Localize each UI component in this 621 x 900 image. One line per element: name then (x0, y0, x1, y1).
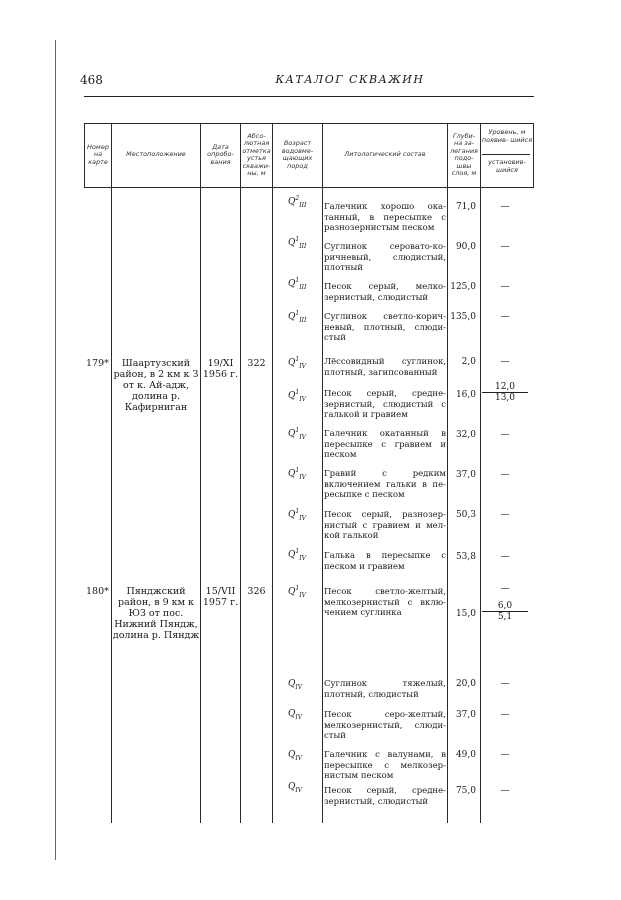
layer-lithology: Песок серый, разнозер-нистый с гравием и мел-кой галькой (324, 510, 446, 541)
col-header-level-set: установив- шийся (488, 158, 526, 174)
col-header-location: Местоположение (126, 150, 186, 159)
well-location: Пянджский район, в 9 км к ЮЗ от пос. Нижний Пяндж, долина р. Пяндж (112, 586, 200, 641)
level-appeared: 12,0 (482, 382, 528, 393)
col-header-level-title: Уровень, м (488, 128, 526, 136)
layer-depth: 49,0 (455, 750, 476, 760)
layer-lithology: Песок серый, средне-зернистый, слюдистый с галькой и гравием (324, 389, 446, 420)
level-established: 5,1 (497, 612, 513, 622)
layer-lithology: Песок серо-желтый, мелкозернистый, слюди-стый (324, 710, 446, 741)
layer-age: $Q^1_{IV}$ (288, 467, 306, 481)
col-header-number: Номер на карте (87, 142, 109, 166)
layer-lithology: Галечник хорошо ока-танный, в пересыпке с разнозернистым песком (324, 202, 446, 233)
layer-depth: 20,0 (455, 679, 476, 689)
layer-level: — (500, 282, 510, 292)
level-established: 13,0 (494, 393, 516, 403)
layer-age: $Q^1_{IV}$ (288, 356, 306, 370)
layer-age: $Q^1_{IV}$ (288, 548, 306, 562)
layer-depth: 2,0 (461, 357, 476, 367)
layer-lithology: Лёссовидный суглинок, плотный, загипсованный (324, 357, 446, 378)
col-header-lithology: Литологический состав (344, 150, 426, 159)
layer-lithology: Галька в пересыпке с песком и гравием (324, 551, 446, 572)
well-elevation: 322 (247, 358, 266, 369)
layer-lithology: Песок серый, мелко-зернистый, слюдистый (324, 282, 446, 303)
layer-depth: 90,0 (455, 242, 476, 252)
layer-level: — (500, 750, 510, 760)
layer-level: — (500, 710, 510, 720)
layer-depth: 53,8 (455, 552, 476, 562)
layer-age: $Q^1_{IV}$ (288, 585, 306, 599)
page-edge (55, 40, 56, 860)
layer-level: — (500, 312, 510, 322)
well-number: 180* (86, 586, 109, 597)
layer-depth: 32,0 (455, 430, 476, 440)
layer-age: $Q_{IV}$ (288, 709, 303, 721)
layer-age: $Q^1_{IV}$ (288, 508, 306, 522)
layer-lithology: Галечник с валунами, в пересыпке с мелкозер-нистым песком (324, 750, 446, 781)
well-date: 19/XI 1956 г. (202, 358, 239, 380)
col-header-elevation: Абсо- лютная отметка устья скважи- ны, м (242, 131, 271, 177)
header-bottom-rule (84, 187, 534, 188)
layer-level: — (500, 242, 510, 252)
layer-depth: 16,0 (455, 390, 476, 400)
well-location: Шаартузский район, в 2 км к З от к. Ай-адж, долина р. Кафирниган (113, 358, 199, 413)
col-header-age: Возраст водовме- щающих пород (281, 139, 314, 170)
layer-level: — (500, 679, 510, 689)
layer-level: — (500, 584, 510, 594)
layer-level: — (500, 470, 510, 480)
header-rule (84, 96, 534, 97)
layer-age: $Q^1_{IV}$ (288, 389, 306, 403)
layer-age: $Q^1_{III}$ (288, 310, 307, 324)
layer-lithology: Галечник окатанный в пересыпке с гравием и песком (324, 429, 446, 460)
layer-age: $Q^1_{III}$ (288, 277, 307, 291)
layer-lithology: Песок светло-желтый, мелкозернистый с вклю-чением суглинка (324, 587, 446, 618)
layer-level: — (500, 552, 510, 562)
layer-depth: 75,0 (455, 786, 476, 796)
col-header-level-appear: появив- шийся (481, 135, 533, 144)
layer-age: $Q_{IV}$ (288, 782, 303, 794)
layer-age: $Q^2_{III}$ (288, 195, 307, 209)
layer-level: — (500, 510, 510, 520)
layer-level-fraction (482, 382, 528, 403)
layer-lithology: Песок серый, средне-зернистый, слюдистый (324, 786, 446, 807)
layer-depth: 71,0 (455, 202, 476, 212)
layer-level: — (500, 430, 510, 440)
layer-lithology: Суглинок тяжелый, плотный, слюдистый (324, 679, 446, 700)
layer-level: — (500, 202, 510, 212)
layer-age: $Q^1_{III}$ (288, 236, 307, 250)
layer-depth: 125,0 (450, 282, 476, 292)
layer-age: $Q_{IV}$ (288, 679, 303, 691)
well-number: 179* (86, 358, 109, 369)
col-header-level (481, 129, 533, 144)
layer-age: $Q^1_{IV}$ (288, 427, 306, 441)
well-date: 15/VII 1957 г. (202, 586, 239, 608)
layer-level: — (500, 357, 510, 367)
layer-level-fraction (482, 601, 528, 622)
running-head: КАТАЛОГ СКВАЖИН (275, 73, 425, 86)
wells-table (84, 123, 534, 823)
well-elevation: 326 (247, 586, 266, 597)
layer-depth: 15,0 (455, 609, 476, 619)
layer-depth: 135,0 (450, 312, 476, 322)
page-number: 468 (80, 73, 103, 87)
layer-lithology: Гравий с редким включением гальки в пе-ресыпке с песком (324, 469, 446, 500)
layer-lithology: Суглинок серовато-ко-ричневый, слюдистый, плотный (324, 242, 446, 273)
layer-depth: 37,0 (455, 470, 476, 480)
col-header-date: Дата опробо- вания (207, 142, 234, 166)
col-header-depth: Глуби- на за- легания подо- швы слоя, м (450, 131, 478, 177)
level-appeared: 6,0 (482, 601, 528, 612)
layer-level: — (500, 786, 510, 796)
layer-depth: 37,0 (455, 710, 476, 720)
layer-age: $Q_{IV}$ (288, 750, 303, 762)
layer-lithology: Суглинок светло-корич-невый, плотный, слюди-стый (324, 312, 446, 343)
layer-depth: 50,3 (455, 510, 476, 520)
